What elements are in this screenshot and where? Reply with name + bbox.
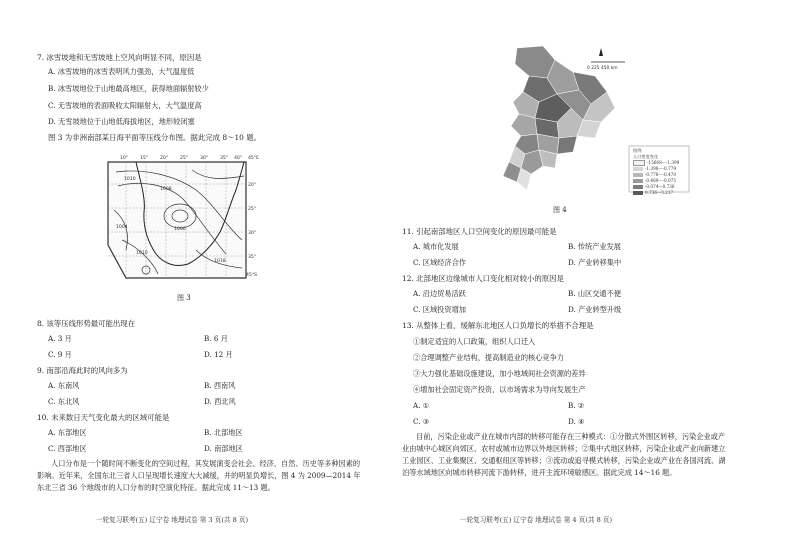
fig4-caption: 图 4 bbox=[553, 206, 567, 214]
q10-option-b: B. 北部地区 bbox=[204, 428, 243, 437]
isobar-value: 1010 bbox=[136, 251, 148, 256]
q8-stem: 8. 该等压线形势最可能出现在 bbox=[37, 319, 136, 328]
fig3-intro: 图 3 为非洲南部某日海平面等压线分布图。据此完成 8～10 题。 bbox=[48, 133, 261, 142]
lat-label: 35° bbox=[248, 255, 257, 260]
legend-subtitle: 人口密度变化 bbox=[633, 154, 659, 159]
q7-option-c: C. 无雪坡地的表面吸收太阳辐射大，大气温度高 bbox=[48, 101, 202, 110]
lon-label: 45°E bbox=[248, 156, 260, 161]
passage-pollution: 目前，污染企业或产业在城市内部的转移可能存在三种模式：①分散式外围区转移，污染企业或产业由城中心城区向郊区、农村或城市边界以外地区转移；②集中式地区转移，污染企业或产业向新建立工业园区、工业集聚区、交通枢纽区等转移；③流动或追寻模式转移，污染企业或产业在各国河流、湖泊等水域地区向城市转移河流下游转移，进开主流环境敏感区。据此完成 14～16 题。 bbox=[402, 432, 726, 477]
q7-option-a: A. 冰雪坡地的冰雪表明风力强劲，大气温度低 bbox=[48, 67, 195, 76]
q12-option-c: C. 区域投资增加 bbox=[413, 305, 466, 314]
q12-option-a: A. 沿边贸易活跃 bbox=[413, 289, 466, 298]
q7-stem: 7. 冰雪坡地和无雪坡地上空风向明显不同，原因是 bbox=[37, 53, 202, 62]
lon-label: 15° bbox=[140, 156, 149, 161]
lat-label: 30° bbox=[248, 231, 257, 236]
page-footer-3: 一轮复习联考(五) 辽宁卷 地理试卷 第 3 页(共 8 页) bbox=[96, 516, 249, 524]
legend-item: -15668～-1.399 bbox=[633, 160, 679, 166]
q7-option-d: D. 无雪坡地位于山地低海拔地区，地形较闭塞 bbox=[48, 117, 195, 126]
q13-option-a: A. ① bbox=[413, 401, 430, 410]
figure-3-isobar-map bbox=[96, 150, 268, 288]
q8-option-c: C. 9 月 bbox=[48, 350, 72, 359]
q12-option-b: B. 山区交通不便 bbox=[568, 289, 621, 298]
q9-option-b: B. 西南风 bbox=[204, 381, 236, 390]
right-page bbox=[397, 0, 794, 550]
legend-item: -1.398～-0.779 bbox=[633, 166, 679, 172]
lon-label: 25° bbox=[180, 156, 189, 161]
lat-label: 25° bbox=[248, 207, 257, 212]
lon-label: 10° bbox=[120, 156, 129, 161]
isobar-value: 1018 bbox=[214, 259, 226, 264]
legend-item: -0.778～-0.470 bbox=[633, 172, 679, 178]
q12-stem: 12. 北部地区边缘城市人口变化相对较小的原因是 bbox=[402, 274, 564, 283]
q9-stem: 9. 南部沿海此时的风向多为 bbox=[37, 366, 128, 375]
q13-item-3: ③大力强化基础设施建设，加小地域间社会资源的差异 bbox=[413, 369, 586, 378]
q13-item-2: ②合理调整产业结构，提高制造业的核心竞争力 bbox=[413, 353, 564, 362]
scale-label: 0 225 450 km bbox=[587, 66, 618, 71]
q9-option-d: D. 西北风 bbox=[204, 397, 236, 406]
isobar-map-svg bbox=[96, 150, 268, 288]
q13-stem: 13. 从整体上看，缓解东北地区人口负增长的举措不合理是 bbox=[402, 321, 594, 330]
q9-option-c: C. 东北风 bbox=[48, 397, 80, 406]
lon-label: 35° bbox=[220, 156, 229, 161]
q12-option-d: D. 产业转型升级 bbox=[568, 305, 622, 314]
fig3-caption: 图 3 bbox=[177, 294, 191, 302]
q10-option-a: A. 东部地区 bbox=[48, 428, 87, 437]
isobar-value: 1010 bbox=[124, 177, 136, 182]
isobar-value: 1008 bbox=[160, 187, 172, 192]
q13-item-1: ①制定适宜的人口政策，组织人口迁入 bbox=[413, 337, 536, 346]
q9-option-a: A. 东南风 bbox=[48, 381, 80, 390]
lon-label: 40° bbox=[234, 156, 243, 161]
isobar-value: 1004 bbox=[116, 225, 128, 230]
q10-option-c: C. 西部地区 bbox=[48, 444, 87, 453]
q11-stem: 11. 引起南部地区人口空间变化的原因最可能是 bbox=[402, 227, 557, 236]
lat-label: 20° bbox=[248, 183, 257, 188]
fig4-legend bbox=[633, 148, 679, 196]
legend-item: -0.074～0.736 bbox=[633, 184, 679, 190]
legend-item: -0.469～-0.075 bbox=[633, 178, 679, 184]
q8-option-a: A. 3 月 bbox=[48, 334, 72, 343]
isobar-value: 1006 bbox=[174, 227, 186, 232]
page-footer-4: 一轮复习联考(五) 辽宁卷 地理试卷 第 4 页(共 8 页) bbox=[460, 516, 613, 524]
lon-label: 30° bbox=[200, 156, 209, 161]
legend-item: 0.736～3.217 bbox=[633, 190, 679, 196]
q11-option-b: B. 传统产业发展 bbox=[568, 242, 621, 251]
q11-option-c: C. 区域经济合作 bbox=[413, 258, 466, 267]
q8-option-b: B. 6 月 bbox=[204, 334, 228, 343]
north-arrow-icon bbox=[599, 48, 603, 56]
q10-stem: 10. 未来数日天气变化最大的区域可能是 bbox=[37, 413, 170, 422]
q13-option-d: D. ④ bbox=[568, 417, 585, 426]
figure-4-population-map bbox=[477, 42, 702, 200]
q13-option-c: C. ③ bbox=[413, 417, 430, 426]
q10-option-d: D. 南部地区 bbox=[204, 444, 243, 453]
lon-label: 20° bbox=[160, 156, 169, 161]
q13-option-b: B. ② bbox=[568, 401, 585, 410]
passage-population: 人口分布是一个随时间不断变化的空间过程，其发展演变会社会、经济、自然、历史等多种因素的影响。近年来，全国东北三省人口呈现增长速度大大减缓，并的明显负增长，图 4 为 2009—2014 年东北三省 36 个地级市的人口分布的时空演化特征。据此完成 11～13 题。 bbox=[37, 459, 361, 492]
q8-option-d: D. 12 月 bbox=[204, 350, 233, 359]
q11-option-d: D. 产业转移集中 bbox=[568, 258, 622, 267]
q7-option-b: B. 冰雪坡地位于山地最高地区，获得地面辐射较少 bbox=[48, 84, 209, 93]
legend-title: 图例 bbox=[633, 148, 642, 153]
q13-item-4: ④增加社会固定资产投资，以市场需求为导向发展生产 bbox=[413, 385, 586, 394]
lat-label: 45°S bbox=[246, 273, 258, 278]
q11-option-a: A. 城市化发展 bbox=[413, 242, 459, 251]
